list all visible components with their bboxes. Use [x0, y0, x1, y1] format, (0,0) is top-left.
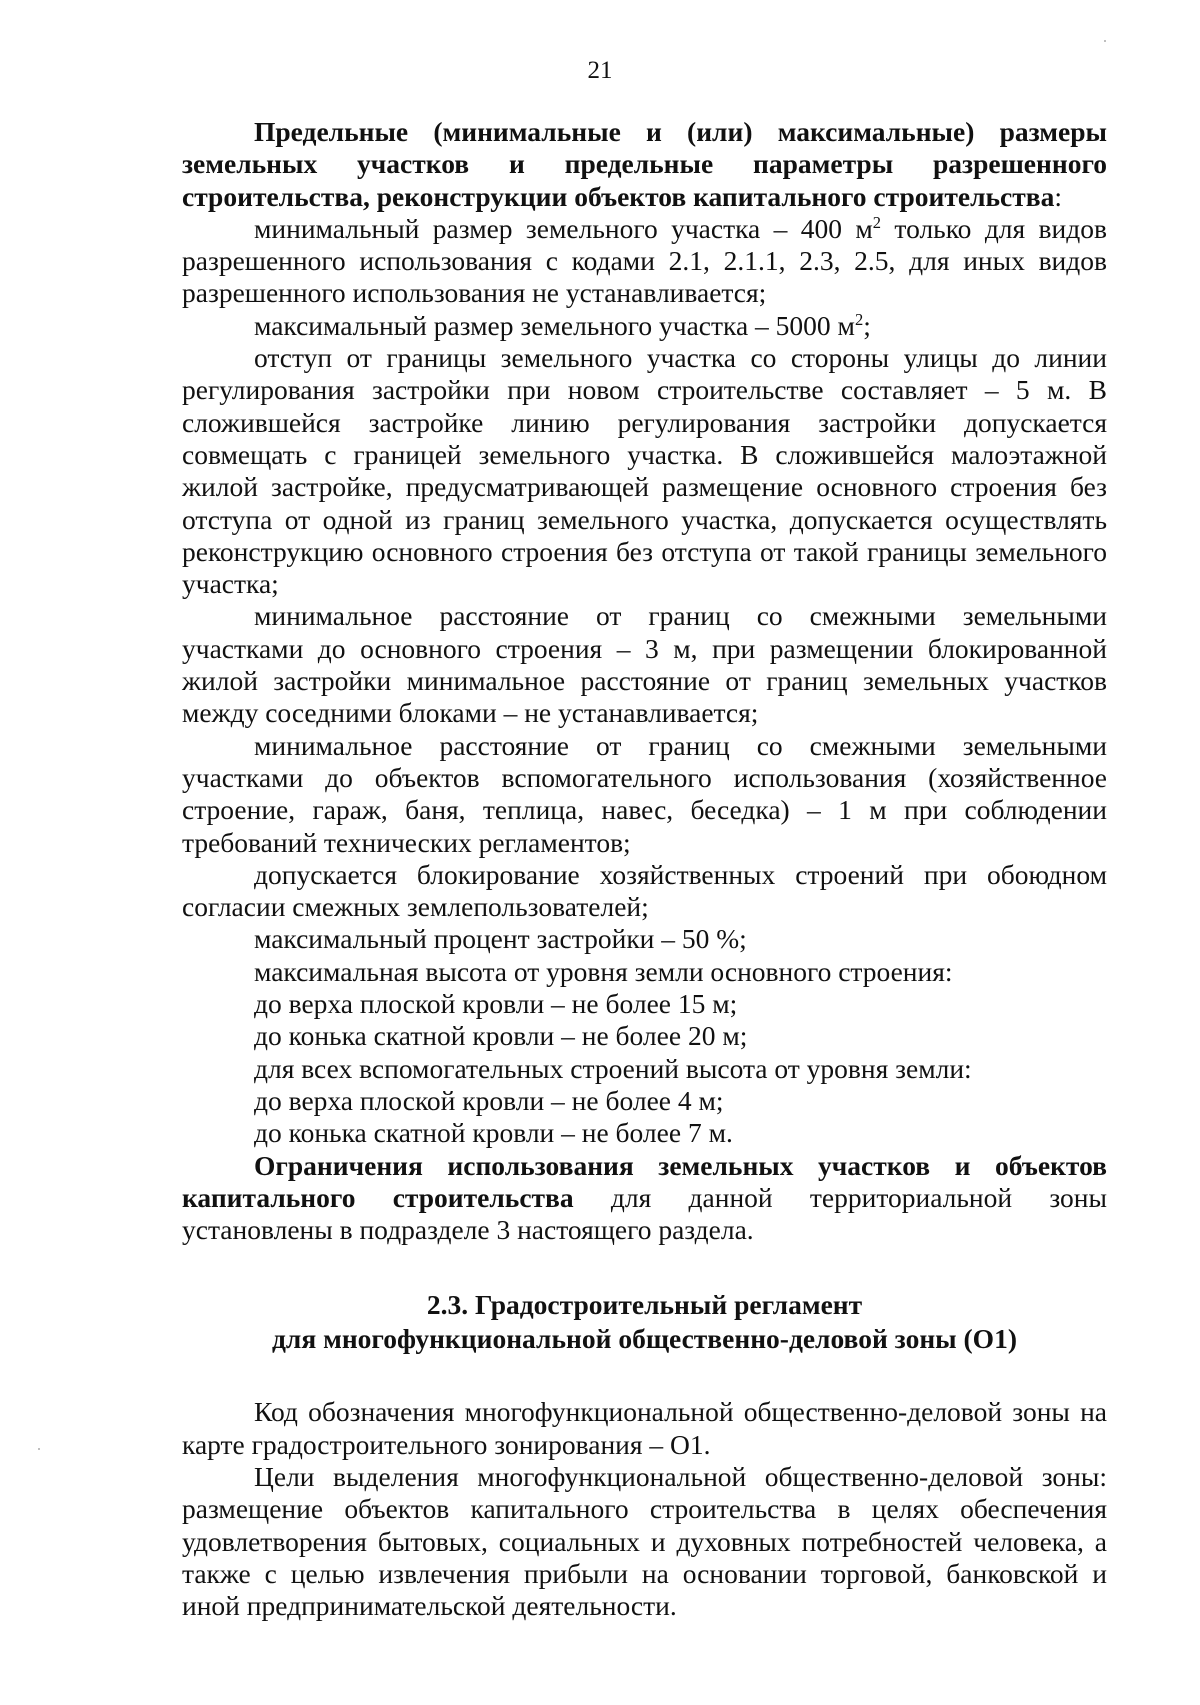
scan-speck	[1104, 40, 1106, 42]
blocking-allowed-paragraph: допускается блокирование хозяйственных строений при обоюдном согласии смежных землепользователей;	[182, 858, 1107, 923]
min-plot-size-text-rest: только для видов разрешенного использования с кодами 2.1, 2.1.1, 2.3, 2.5, для иных видов разрешенного использования не устанавливается;	[182, 212, 1107, 309]
max-plot-size-text: максимальный размер земельного участка – 5000 м	[254, 309, 855, 341]
main-pitched-roof-height-paragraph: до конька скатной кровли – не более 20 м;	[254, 1020, 748, 1052]
restrictions-text: для данной территориальной зоны установлены в подразделе 3 настоящего раздела.	[182, 1181, 1107, 1246]
main-building-height-paragraph: максимальная высота от уровня земли основного строения:	[254, 955, 953, 987]
max-coverage-paragraph: максимальный процент застройки – 50 %;	[254, 923, 747, 955]
limits-heading-paragraph	[182, 116, 1107, 213]
max-plot-size-unit-exponent: 2	[854, 309, 864, 329]
street-setback-paragraph: отступ от границы земельного участка со стороны улицы до линии регулирования застройки при новом строительстве составляет – 5 м. В сложившейся застройке линию регулирования застройки допускается совмещать с границей земельного участка. В сложившейся малоэтажной жилой застройке, предусматривающей размещение основного строения без отступа от одной из границ земельного участка, допускается осуществлять реконструкцию основного строения без отступа от такой границы земельного участка;	[182, 342, 1107, 600]
section-title	[182, 1288, 1107, 1356]
page-number: 21	[587, 57, 613, 84]
restrictions-heading: Ограничения использования земельных участков и объектов капитального строительства	[182, 1149, 1107, 1213]
auxiliary-building-distance-paragraph: минимальное расстояние от границ со смежными земельными участками до объектов вспомогательного использования (хозяйственное строение, гараж, баня, теплица, навес, беседка) – 1 м при соблюдении требований технических регламентов;	[182, 729, 1107, 858]
max-plot-size-paragraph	[182, 310, 1107, 342]
main-flat-roof-height-paragraph: до верха плоской кровли – не более 15 м;	[254, 988, 738, 1020]
document-body	[182, 116, 1107, 1622]
main-building-distance-paragraph: минимальное расстояние от границ со смежными земельными участками до основного строения – 3 м, при размещении блокированной жилой застройки минимальное расстояние от границ земельных участков между соседними блоками – не устанавливается;	[182, 600, 1107, 729]
min-plot-size-paragraph	[182, 213, 1107, 310]
min-plot-size-text: минимальный размер земельного участка – 400 м	[254, 212, 873, 244]
zone-purpose-paragraph: Цели выделения многофункциональной общественно-деловой зоны: размещение объектов капитального строительства в целях обеспечения удовлетворения бытовых, социальных и духовных потребностей человека, а также с целью извлечения прибыли на основании торговой, банковской и иной предпринимательской деятельности.	[182, 1460, 1107, 1622]
limits-heading: Предельные (минимальные и (или) максимальные) размеры земельных участков и предельные параметры разрешенного строительства, реконструкции объектов капитального строительства	[182, 116, 1107, 212]
scan-speck	[38, 1448, 40, 1450]
section-title-line-1: 2.3. Градостроительный регламент	[426, 1289, 863, 1321]
max-plot-size-text-rest: ;	[863, 309, 871, 341]
section-title-line-2: для многофункциональной общественно-деловой зоны (О1)	[272, 1323, 1017, 1355]
zone-code-paragraph: Код обозначения многофункциональной общественно-деловой зоны на карте градостроительного зонирования – О1.	[182, 1396, 1107, 1460]
auxiliary-pitched-roof-height-paragraph: до конька скатной кровли – не более 7 м.	[254, 1117, 733, 1149]
min-plot-size-unit-exponent: 2	[872, 212, 882, 232]
restrictions-paragraph	[182, 1150, 1107, 1247]
auxiliary-flat-roof-height-paragraph: до верха плоской кровли – не более 4 м;	[254, 1084, 724, 1116]
auxiliary-height-paragraph: для всех вспомогательных строений высота от уровня земли:	[254, 1052, 972, 1084]
limits-heading-colon: :	[1054, 180, 1063, 212]
